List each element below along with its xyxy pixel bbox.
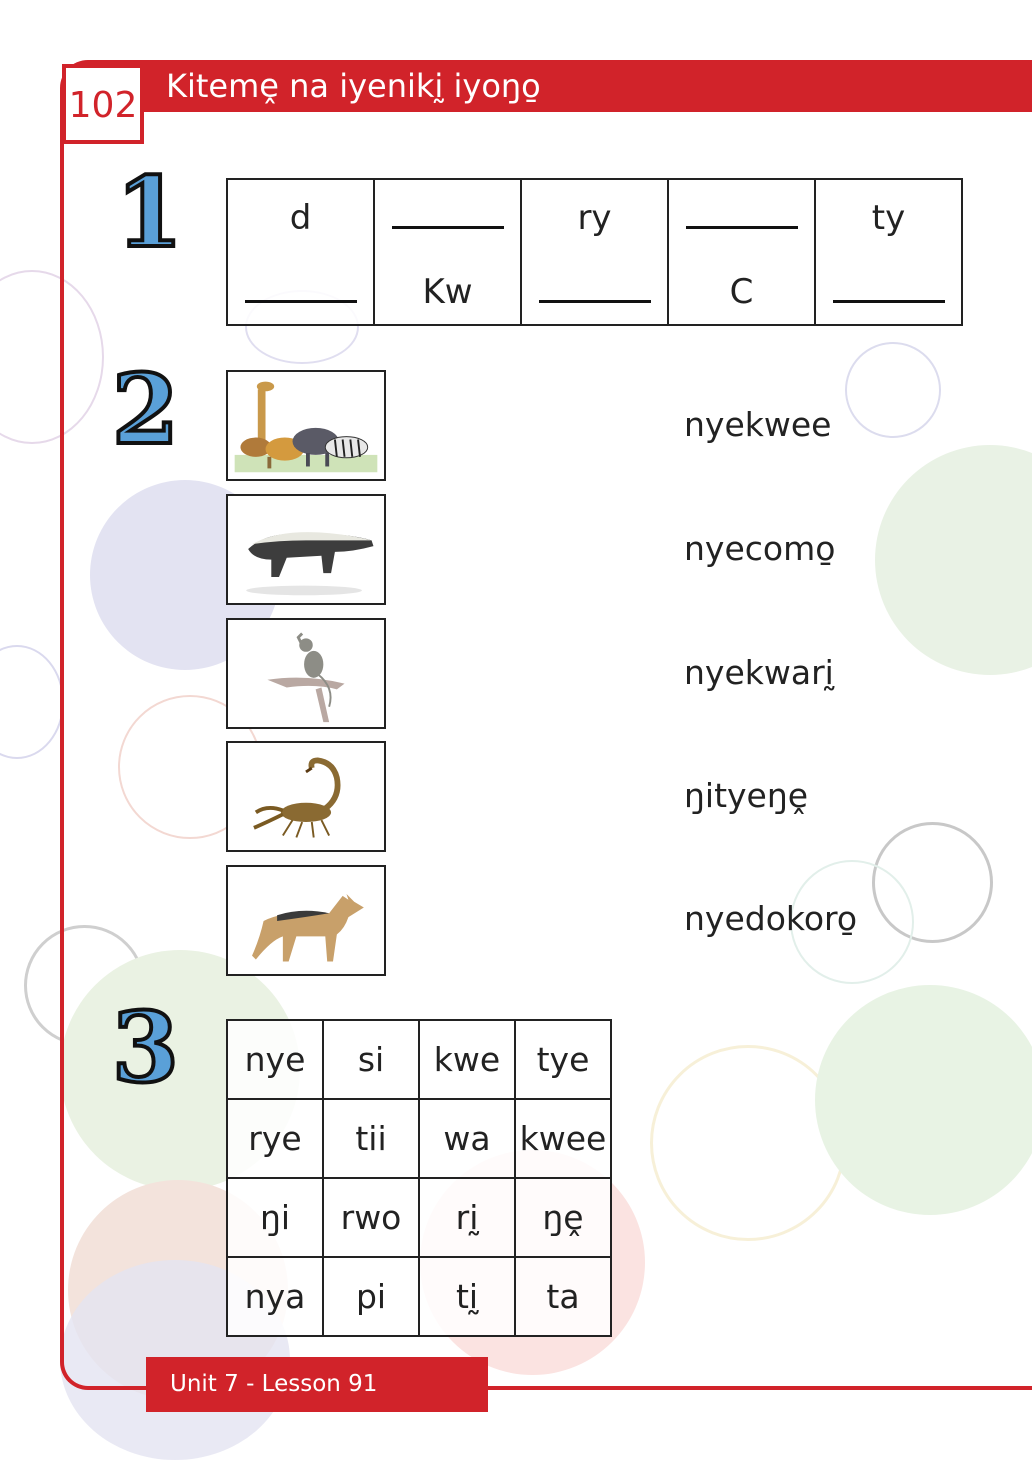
table-row <box>227 1020 611 1099</box>
syllable-cell: tii <box>323 1099 419 1178</box>
table-row <box>227 1178 611 1257</box>
word-label: nyekwee <box>684 405 832 444</box>
syllable-cell: nye <box>227 1020 323 1099</box>
syllable-fill-table <box>226 178 963 326</box>
syllable-cell: si <box>323 1020 419 1099</box>
honey-badger-picture <box>226 494 386 605</box>
word-label: ŋityeŋḙ <box>684 776 809 815</box>
exercise-number-3: 3 <box>112 991 179 1104</box>
bg-bubble <box>0 645 64 759</box>
fill-cell <box>815 179 962 325</box>
syllable-cell: tḭ <box>419 1257 515 1336</box>
word-label: nyedokoro̱ <box>684 899 858 938</box>
fill-cell <box>668 179 815 325</box>
wild-animals-picture <box>226 370 386 481</box>
syllable-cell: ŋi <box>227 1178 323 1257</box>
answer-blank[interactable] <box>669 198 814 238</box>
syllable-cell: ta <box>515 1257 611 1336</box>
syllable-cell: ŋḙ <box>515 1178 611 1257</box>
jackal-picture <box>226 865 386 976</box>
word-label: nyekwarḭ <box>684 653 834 692</box>
fill-cell <box>227 179 374 325</box>
syllable-cell: tye <box>515 1020 611 1099</box>
page-number: 102 <box>62 64 144 144</box>
syllable-grid <box>226 1019 612 1337</box>
word-label: nyecomo̱ <box>684 529 836 568</box>
syllable-cell: kwe <box>419 1020 515 1099</box>
page-title: Kitemḙ na iyenikḭ iyoŋo̱ <box>142 60 1032 112</box>
exercise-number-2: 2 <box>112 353 179 466</box>
cell-text-bottom: Kw <box>422 272 473 312</box>
fill-cell <box>521 179 668 325</box>
lesson-footer: Unit 7 - Lesson 91 <box>146 1357 488 1412</box>
syllable-cell: rḭ <box>419 1178 515 1257</box>
syllable-cell: rwo <box>323 1178 419 1257</box>
answer-blank[interactable] <box>816 272 961 312</box>
monkey-picture <box>226 618 386 729</box>
syllable-cell: pi <box>323 1257 419 1336</box>
cell-text-bottom: C <box>729 272 754 312</box>
syllable-cell: nya <box>227 1257 323 1336</box>
answer-blank[interactable] <box>228 272 373 312</box>
table-row <box>227 1099 611 1178</box>
cell-text-top: ty <box>871 198 906 238</box>
cell-text-top: ry <box>577 198 612 238</box>
answer-blank[interactable] <box>522 272 667 312</box>
cell-text-top: d <box>289 198 312 238</box>
syllable-cell: rye <box>227 1099 323 1178</box>
table-row <box>227 1257 611 1336</box>
syllable-cell: kwee <box>515 1099 611 1178</box>
syllable-cell: wa <box>419 1099 515 1178</box>
fill-cell <box>374 179 521 325</box>
scorpion-picture <box>226 741 386 852</box>
answer-blank[interactable] <box>375 198 520 238</box>
exercise-number-1: 1 <box>116 156 183 269</box>
